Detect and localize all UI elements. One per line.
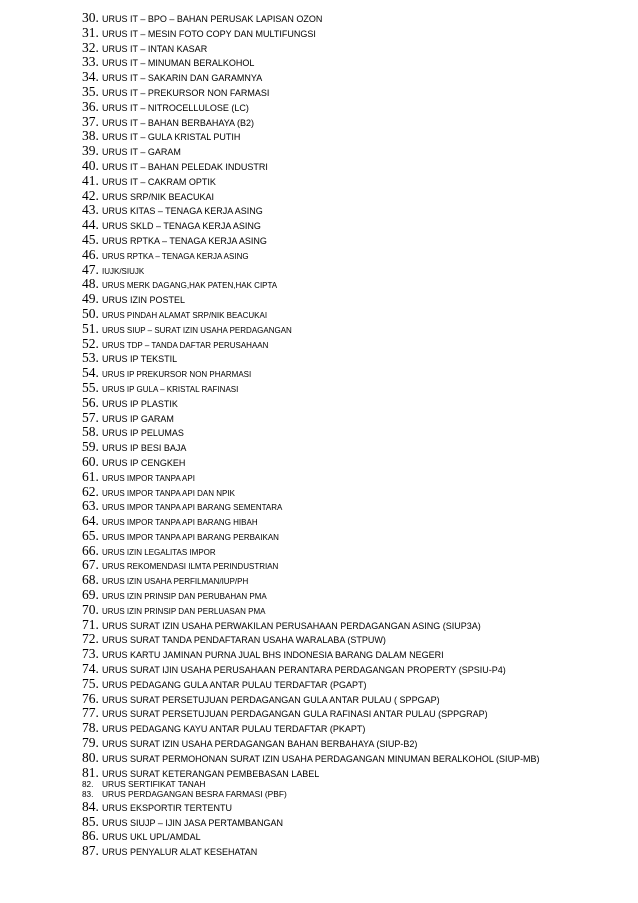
list-item-text: URUS IT – INTAN KASAR [102,43,208,54]
list-item-text: IUJK/SIUJK [102,266,145,276]
list-item-text: URUS IT – SAKARIN DAN GARAMNYA [102,73,263,84]
list-item-number: 42. [82,187,99,203]
service-list [82,10,632,858]
list-item-number: 64. [82,513,99,528]
list-item [82,484,632,499]
list-item-text: URUS IT – NITROCELLULOSE (LC) [102,102,249,113]
list-item [82,735,632,750]
list-item [82,498,632,513]
list-item-text: URUS IP PREKURSOR NON PHARMASI [102,370,252,380]
list-item-text: URUS SERTIFIKAT TANAH [102,779,206,790]
list-item-number: 73. [82,646,99,662]
list-item-number: 63. [82,498,99,514]
list-item [82,799,632,814]
list-item [82,114,632,129]
list-item-text: URUS PERDAGANGAN BESRA FARMASI (PBF) [102,789,287,799]
list-item-text: URUS SURAT IJIN USAHA PERUSAHAAN PERANTARA PERDAGANGAN PROPERTY (SPSIU-P4) [102,665,506,676]
list-item [82,380,632,395]
list-item [82,336,632,351]
list-item-text: URUS IT – CAKRAM OPTIK [102,176,216,187]
list-item [82,321,632,336]
list-item [82,617,632,632]
list-item-number: 66. [82,542,99,558]
list-item-text: URUS IZIN USAHA PERFILMAN/IUP/PH [102,577,249,587]
list-item-text: URUS SURAT PERSETUJUAN PERDAGANGAN GULA RAFINASI ANTAR PULAU (SPPGRAP) [102,709,488,720]
list-item-number: 30. [82,10,99,25]
list-item-text: URUS IP BESI BAJA [102,443,187,454]
list-item-number: 52. [82,335,99,351]
list-item [82,99,632,114]
list-item-number: 47. [82,261,99,277]
list-item-number: 62. [82,483,99,499]
list-item-text: URUS SIUP – SURAT IZIN USAHA PERDAGANGAN [102,325,292,335]
list-item-number: 86. [82,828,99,844]
list-item-text: URUS SURAT PERSETUJUAN PERDAGANGAN GULA ANTAR PULAU ( SPPGAP) [102,694,440,705]
list-item [82,750,632,765]
list-item [82,202,632,217]
list-item [82,306,632,321]
list-item-number: 35. [82,83,99,99]
list-item [82,439,632,454]
list-item-number: 75. [82,675,99,691]
list-item-text: URUS RPTKA – TENAGA KERJA ASING [102,251,249,261]
list-item-text: URUS IMPOR TANPA API BARANG SEMENTARA [102,503,283,513]
list-item [82,217,632,232]
list-item-text: URUS PEDAGANG KAYU ANTAR PULAU TERDAFTAR (PKAPT) [102,724,366,735]
list-item [82,765,632,780]
list-item-text: URUS IP CENGKEH [102,457,186,468]
list-item [82,143,632,158]
list-item-text: URUS REKOMENDASI ILMTA PERINDUSTRIAN [102,562,279,572]
list-item [82,828,632,843]
list-item-text: URUS IT – GARAM [102,147,181,158]
list-item-number: 33. [82,54,99,70]
list-item-number: 55. [82,379,99,395]
list-item-number: 50. [82,305,99,321]
list-item-text: URUS IT – GULA KRISTAL PUTIH [102,132,241,143]
list-item-text: URUS IMPOR TANPA API BARANG HIBAH [102,518,258,528]
list-item [82,587,632,602]
list-item-number: 58. [82,424,99,440]
list-item-text: URUS MERK DAGANG,HAK PATEN,HAK CIPTA [102,281,278,291]
list-item-number: 78. [82,720,99,736]
list-item-text: URUS SIUJP – IJIN JASA PERTAMBANGAN [102,817,284,828]
list-item-text: URUS KITAS – TENAGA KERJA ASING [102,206,263,217]
list-item-number: 68. [82,572,99,588]
list-item-number: 51. [82,320,99,336]
list-item [82,84,632,99]
list-item [82,646,632,661]
list-item-text: URUS SRP/NIK BEACUKAI [102,191,215,202]
list-item-text: URUS IT – BPO – BAHAN PERUSAK LAPISAN OZON [102,14,323,24]
list-item [82,661,632,676]
list-item-number: 40. [82,157,99,173]
list-item-text: URUS IP PLASTIK [102,398,178,409]
list-item-text: URUS IP GULA – KRISTAL RAFINASI [102,384,239,394]
list-item-text: URUS SURAT KETERANGAN PEMBEBASAN LABEL [102,768,320,779]
list-item-number: 74. [82,661,99,676]
list-item [82,557,632,572]
list-item-number: 80. [82,749,99,765]
list-item-number: 53. [82,350,99,366]
list-item-number: 81. [82,764,99,780]
list-item [82,40,632,55]
list-item-number: 83. [82,790,94,799]
list-item [82,454,632,469]
list-item-number: 49. [82,291,99,306]
list-item-text: URUS IZIN POSTEL [102,295,186,306]
list-item-number: 31. [82,24,99,40]
list-item [82,350,632,365]
list-item-text: URUS SKLD – TENAGA KERJA ASING [102,221,261,232]
list-item-number: 45. [82,231,99,247]
list-item-number: 34. [82,69,99,84]
list-item-text: URUS IMPOR TANPA API [102,473,195,483]
list-item-number: 38. [82,128,99,144]
list-item [82,158,632,173]
list-item [82,232,632,247]
list-item-text: URUS IT – MESIN FOTO COPY DAN MULTIFUNGSI [102,28,316,39]
list-item [82,276,632,291]
list-item-number: 39. [82,143,99,158]
list-item-number: 54. [82,365,99,380]
list-item [82,173,632,188]
list-item-text: URUS IP PELUMAS [102,428,184,439]
list-item-text: URUS KARTU JAMINAN PURNA JUAL BHS INDONESIA BARANG DALAM NEGERI [102,650,444,661]
list-item [82,843,632,858]
list-item-text: URUS IMPOR TANPA API BARANG PERBAIKAN [102,532,279,542]
list-item [82,410,632,425]
list-item [82,469,632,484]
list-item-number: 69. [82,587,99,602]
list-item [82,513,632,528]
list-item [82,291,632,306]
list-item-number: 60. [82,453,99,469]
list-item-text: URUS EKSPORTIR TERTENTU [102,802,233,813]
list-item-text: URUS SURAT TANDA PENDAFTARAN USAHA WARALABA (STPUW) [102,635,386,646]
list-item-text: URUS IT – PREKURSOR NON FARMASI [102,87,270,98]
list-item-number: 37. [82,113,99,129]
list-item [82,365,632,380]
list-item [82,128,632,143]
list-item [82,789,632,799]
list-item-number: 70. [82,601,99,617]
list-item-text: URUS IZIN PRINSIP DAN PERLUASAN PMA [102,606,266,616]
list-item-text: URUS TDP – TANDA DAFTAR PERUSAHAAN [102,340,269,350]
list-item-number: 87. [82,843,99,858]
list-item-text: URUS RPTKA – TENAGA KERJA ASING [102,235,267,246]
list-item-number: 76. [82,690,99,706]
list-item-number: 32. [82,39,99,55]
list-item-text: URUS SURAT IZIN USAHA PERDAGANGAN BAHAN BERBAHAYA (SIUP-B2) [102,739,418,750]
list-item-number: 67. [82,557,99,573]
list-item [82,720,632,735]
list-item-text: URUS PENYALUR ALAT KESEHATAN [102,847,258,858]
list-item-number: 41. [82,172,99,188]
list-item-number: 71. [82,616,99,632]
list-item [82,676,632,691]
list-item [82,262,632,277]
list-item-number: 59. [82,439,99,454]
list-item [82,188,632,203]
list-item-text: URUS PINDAH ALAMAT SRP/NIK BEACUKAI [102,310,268,320]
list-item [82,10,632,25]
list-item-text: URUS IZIN PRINSIP DAN PERUBAHAN PMA [102,592,267,602]
list-item-number: 48. [82,276,99,292]
list-item [82,395,632,410]
list-item-number: 36. [82,98,99,114]
list-item [82,705,632,720]
list-item-number: 46. [82,246,99,262]
list-item [82,631,632,646]
list-item-number: 72. [82,631,99,647]
list-item-number: 65. [82,527,99,543]
list-item-text: URUS IP GARAM [102,413,174,424]
list-item-text: URUS IMPOR TANPA API DAN NPIK [102,488,235,498]
list-item-number: 56. [82,394,99,410]
list-item-number: 85. [82,813,99,829]
list-item-text: URUS IT – BAHAN PELEDAK INDUSTRI [102,161,268,172]
list-item [82,572,632,587]
list-item-text: URUS IP TEKSTIL [102,354,178,365]
list-item [82,691,632,706]
list-item [82,814,632,829]
list-item-text: URUS SURAT PERMOHONAN SURAT IZIN USAHA PERDAGANGAN MINUMAN BERALKOHOL (SIUP-MB) [102,753,540,764]
list-item-number: 79. [82,735,99,750]
list-item [82,247,632,262]
list-item [82,528,632,543]
list-item [82,602,632,617]
list-item-text: URUS IT – MINUMAN BERALKOHOL [102,58,255,69]
list-item-text: URUS SURAT IZIN USAHA PERWAKILAN PERUSAHAAN PERDAGANGAN ASING (SIUP3A) [102,620,481,631]
list-item-text: URUS UKL UPL/AMDAL [102,832,201,843]
list-item-number: 84. [82,798,99,814]
list-item [82,424,632,439]
list-item-number: 44. [82,217,99,232]
list-item-text: URUS IZIN LEGALITAS IMPOR [102,547,216,557]
list-item [82,25,632,40]
list-item [82,69,632,84]
list-item-number: 82. [82,780,94,790]
list-item-text: URUS IT – BAHAN BERBAHAYA (B2) [102,117,255,128]
list-item-number: 77. [82,705,99,721]
list-item-number: 43. [82,202,99,218]
list-item [82,779,632,789]
list-item-text: URUS PEDAGANG GULA ANTAR PULAU TERDAFTAR (PGAPT) [102,679,367,690]
list-item-number: 57. [82,409,99,425]
list-item [82,543,632,558]
list-item [82,54,632,69]
list-item-number: 61. [82,468,99,484]
